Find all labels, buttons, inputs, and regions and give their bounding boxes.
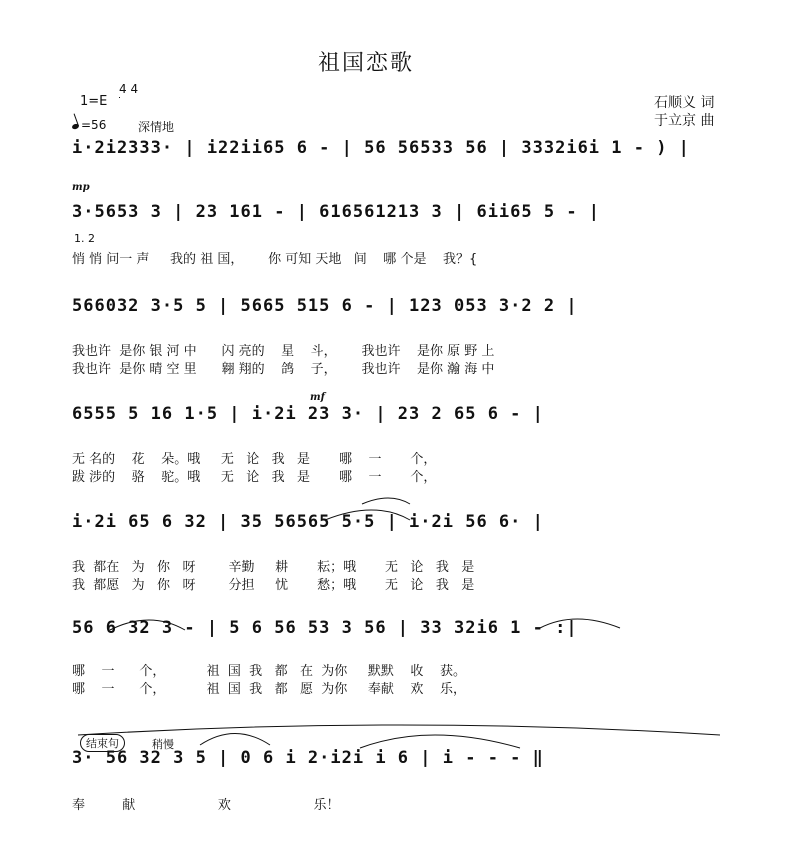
composer-credit: 于立京 曲 bbox=[654, 113, 715, 129]
song-title: 祖国恋歌 bbox=[318, 51, 415, 76]
time-signature-top: 4 bbox=[119, 82, 127, 96]
ending-label: 结束句 bbox=[80, 734, 125, 752]
lyric-line-verse-1: 我 都在 为 你 呀 辛勤 耕 耘；哦 无 论 我 是 bbox=[72, 560, 475, 575]
lyric-line-verse-1: 我也许 是你 银 河 中 闪 亮的 星 斗， 我也许 是你 原 野 上 bbox=[72, 344, 495, 359]
lyric-line-verse-2: 哪 一 个， 祖 国 我 都 愿 为你 奉献 欢 乐， bbox=[72, 682, 466, 697]
lyric-line-verse-1: 无 名的 花 朵。哦 无 论 我 是 哪 一 个， bbox=[72, 452, 437, 467]
dynamic-marking: mf bbox=[310, 392, 325, 403]
lyric-line-verse-2: 我也许 是你 晴 空 里 翱 翔的 鸽 子， 我也许 是你 瀚 海 中 bbox=[72, 362, 495, 377]
expression-marking: 深情地 bbox=[138, 120, 175, 134]
lyricist-credit: 石顺义 词 bbox=[654, 95, 715, 111]
dynamic-marking: mp bbox=[72, 182, 90, 193]
time-signature-bottom: 4 bbox=[130, 82, 139, 96]
notation-line: 566032 3·5 5 | 5665 515 6 - | 123 053 3·2 2 | bbox=[72, 296, 578, 316]
tempo-change: 稍慢 bbox=[152, 738, 174, 751]
lyric-line-verse-2: 跋 涉的 骆 驼。哦 无 论 我 是 哪 一 个， bbox=[72, 470, 437, 485]
tempo-marking bbox=[72, 118, 106, 132]
notation-line: i·2i 65 6 32 | 35 56565 5·5 | i·2i 56 6· | bbox=[72, 512, 544, 532]
quarter-note-icon bbox=[71, 123, 79, 130]
notation-line: i·2i2333· | i22ii65 6 - | 56 56533 56 | 3332i6i 1 - ) | bbox=[72, 138, 690, 158]
notation-line: 56 6 32 3 - | 5 6 56 53 3 56 | 33 32i6 1 - :| bbox=[72, 618, 578, 638]
time-signature bbox=[119, 82, 139, 96]
ending-bracket bbox=[78, 725, 720, 735]
lyric-line: 悄 悄 问一 声 我的 祖 国， 你 可知 天地 间 哪 个是 我？{ bbox=[72, 252, 478, 267]
notation-line: 3·5653 3 | 23 161 - | 616561213 3 | 6ii65 5 - | bbox=[72, 202, 601, 222]
notation-line: 3· 56 32 3 5 | 0 6 i 2·i2i i 6 | i - - - ‖ bbox=[72, 748, 544, 768]
lyric-line-verse-1: 哪 一 个， 祖 国 我 都 在 为你 默默 收 获。 bbox=[72, 664, 466, 679]
slur bbox=[362, 498, 410, 504]
verse-marker: 1. 2 bbox=[74, 232, 95, 245]
tempo-value: =56 bbox=[81, 118, 107, 132]
lyric-line: 奉 献 欢 乐！ bbox=[72, 798, 340, 813]
lyric-line-verse-2: 我 都愿 为 你 呀 分担 忧 愁；哦 无 论 我 是 bbox=[72, 578, 475, 593]
slur bbox=[360, 735, 520, 748]
slur bbox=[200, 734, 270, 746]
key-signature: 1=E bbox=[80, 94, 108, 109]
notation-line: 6555 5 16 1·5 | i·2i 23 3· | 23 2 65 6 - | bbox=[72, 404, 544, 424]
